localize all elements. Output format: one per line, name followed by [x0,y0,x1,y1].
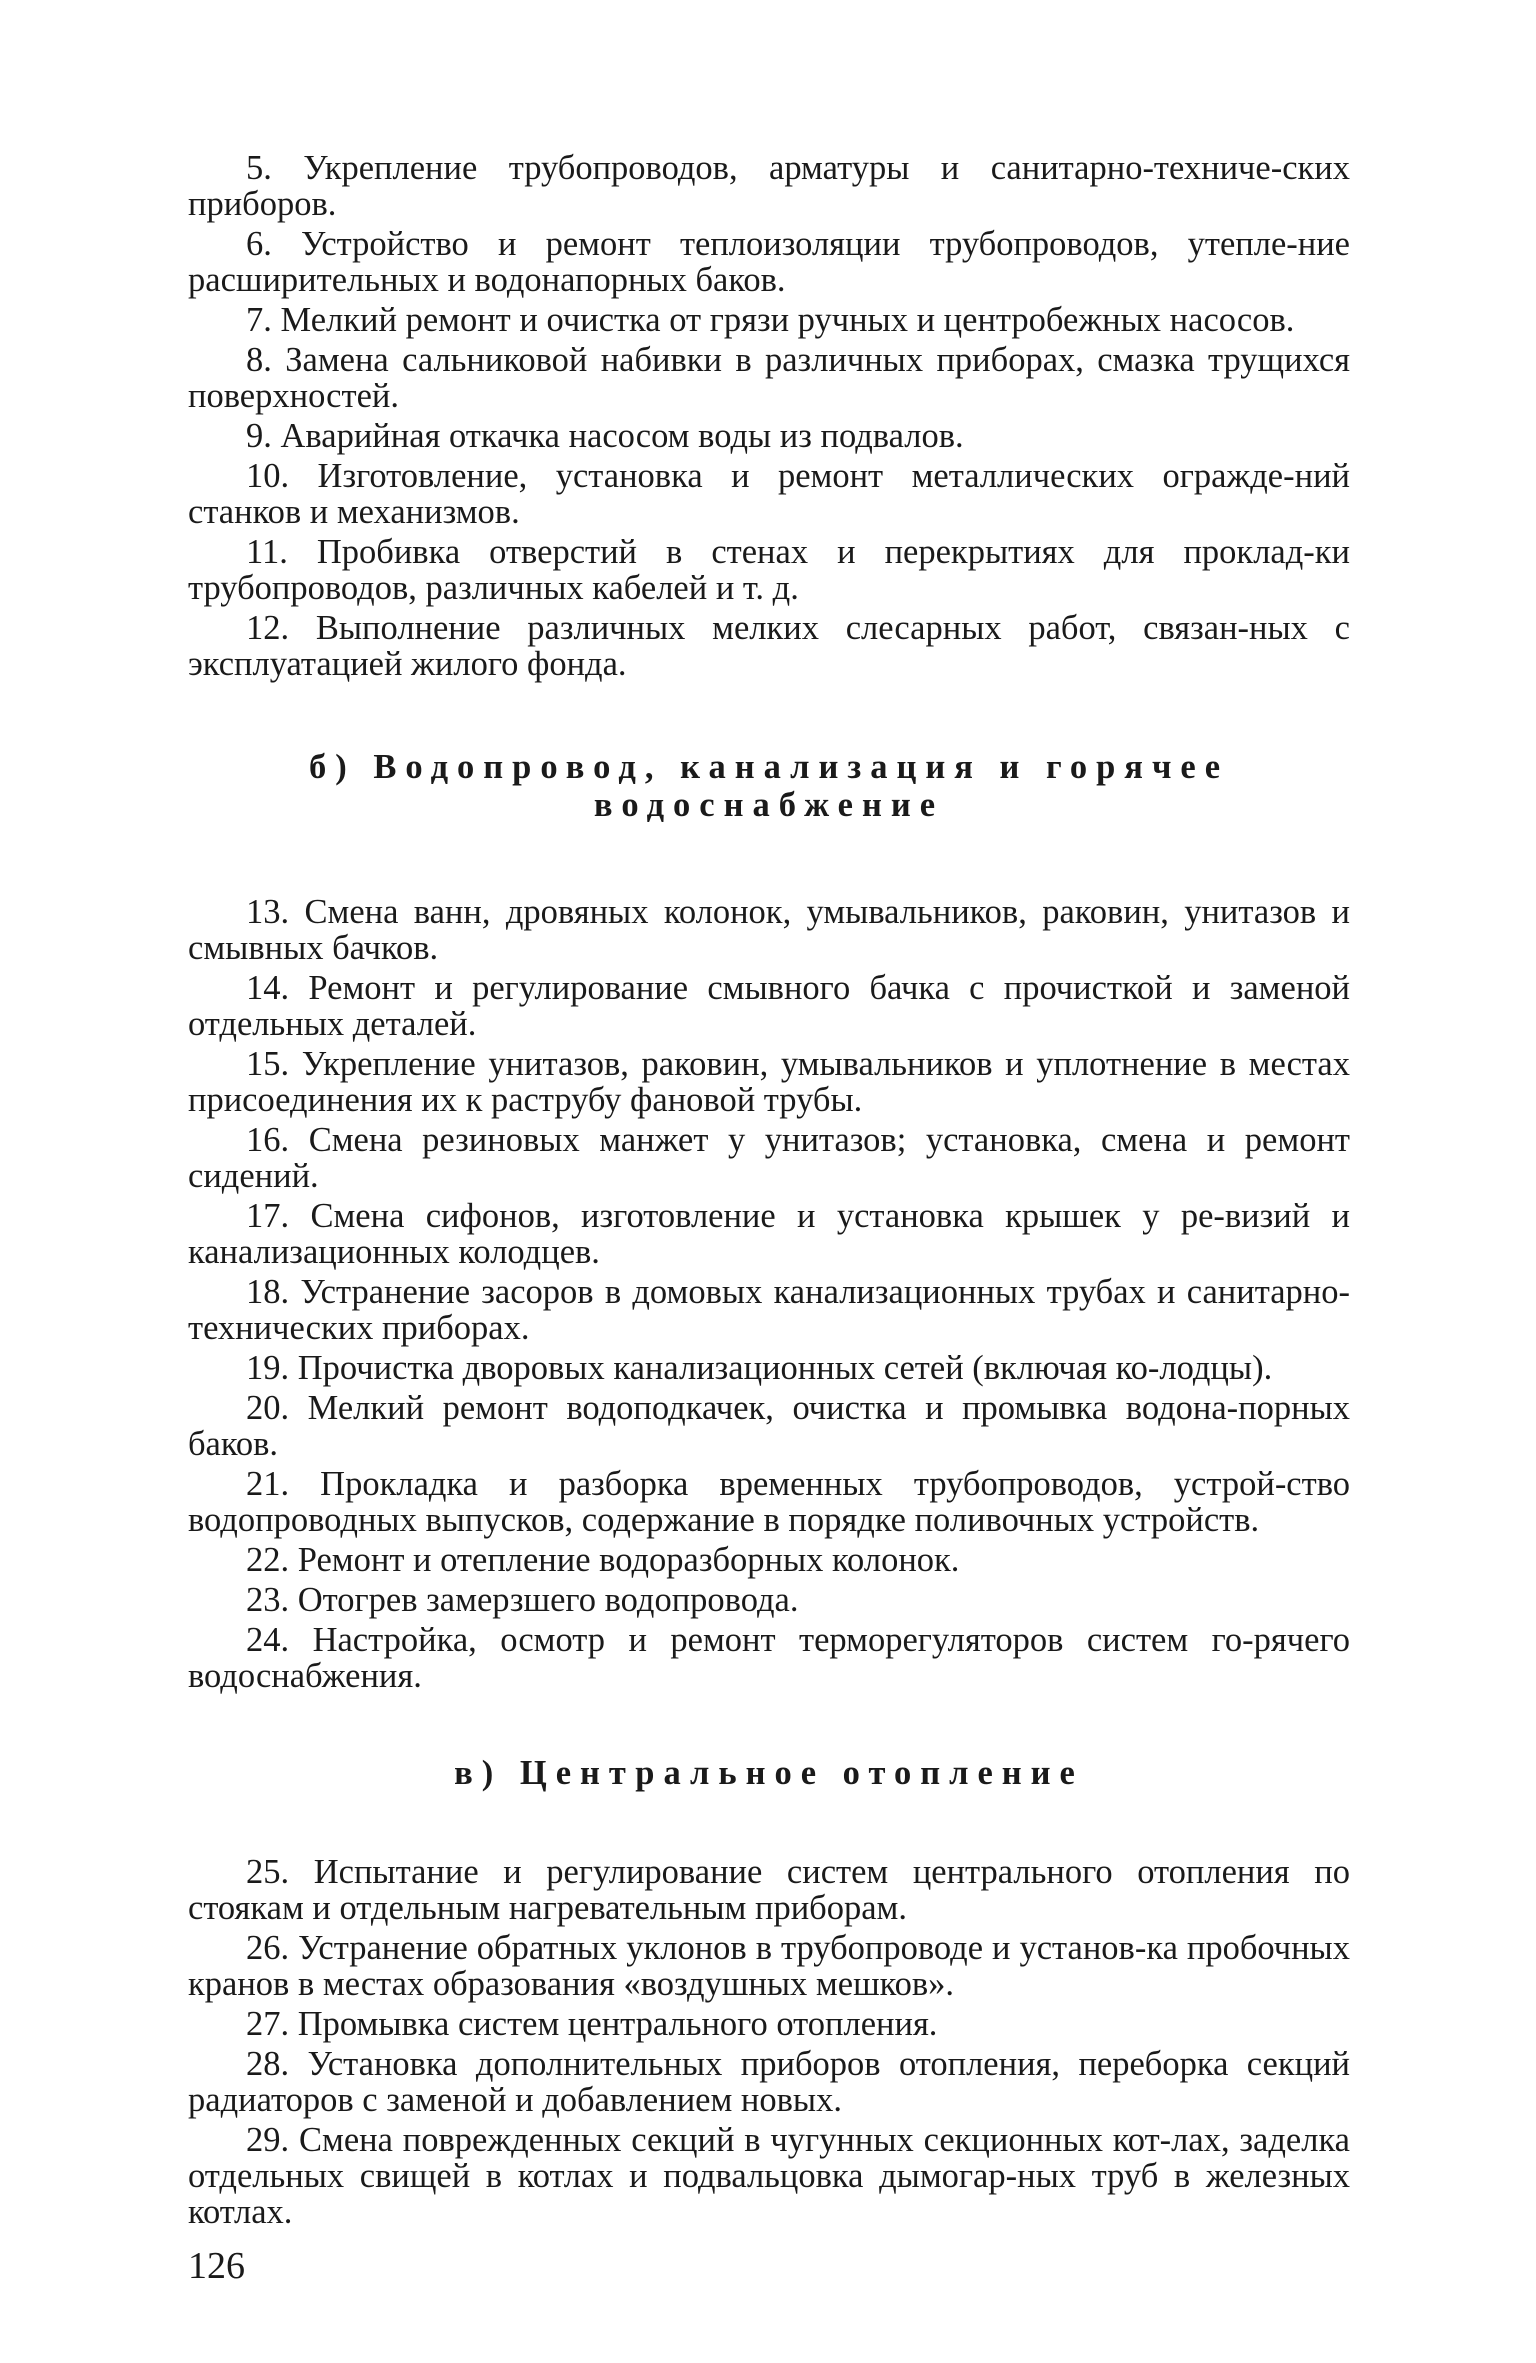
list-item: 6. Устройство и ремонт теплоизоляции трубопроводов, утепле-ние расширительных и водонапорных баков. [188,225,1350,299]
list-item: 8. Замена сальниковой набивки в различных приборах, смазка трущихся поверхностей. [188,341,1350,415]
page-number: 126 [188,2245,245,2287]
list-item: 14. Ремонт и регулирование смывного бачка с прочисткой и заменой отдельных деталей. [188,969,1350,1043]
list-item: 20. Мелкий ремонт водоподкачек, очистка и промывка водона-порных баков. [188,1389,1350,1463]
list-item: 17. Смена сифонов, изготовление и установка крышек у ре-визий и канализационных колодцев. [188,1197,1350,1271]
list-item: 26. Устранение обратных уклонов в трубопроводе и установ-ка пробочных кранов в местах образования «воздушных мешков». [188,1929,1350,2003]
list-item: 23. Отогрев замерзшего водопровода. [246,1581,799,1619]
list-item: 28. Установка дополнительных приборов отопления, переборка секций радиаторов с заменой и добавлением новых. [188,2045,1350,2119]
list-item: 25. Испытание и регулирование систем центрального отопления по стоякам и отдельным нагревательным приборам. [188,1853,1350,1927]
list-item: 9. Аварийная откачка насосом воды из подвалов. [246,417,964,455]
list-item: 21. Прокладка и разборка временных трубопроводов, устрой-ство водопроводных выпусков, содержание в порядке поливочных устройств. [188,1465,1350,1539]
list-item: 10. Изготовление, установка и ремонт металлических огражде-ний станков и механизмов. [188,457,1350,531]
list-item: 29. Смена поврежденных секций в чугунных секционных кот-лах, заделка отдельных свищей в котлах и подвальцовка дымогар-ных труб в железных котлах. [188,2121,1350,2231]
list-item: 5. Укрепление трубопроводов, арматуры и санитарно-техниче-ских приборов. [188,149,1350,223]
section-b-heading: б) Водопровод, канализация и горячее водоснабжение [308,748,1230,824]
section-v-heading: в) Центральное отопление [454,1754,1084,1792]
list-item: 11. Пробивка отверстий в стенах и перекрытиях для проклад-ки трубопроводов, различных кабелей и т. д. [188,533,1350,607]
document-page [188,150,1350,2286]
list-item: 19. Прочистка дворовых канализационных сетей (включая ко-лодцы). [246,1349,1273,1387]
list-item: 15. Укрепление унитазов, раковин, умывальников и уплотнение в местах присоединения их к раструбу фановой трубы. [188,1045,1350,1119]
list-item: 12. Выполнение различных мелких слесарных работ, связан-ных с эксплуатацией жилого фонда. [188,609,1350,683]
list-item: 7. Мелкий ремонт и очистка от грязи ручных и центробежных насосов. [246,301,1295,339]
list-item: 13. Смена ванн, дровяных колонок, умывальников, раковин, унитазов и смывных бачков. [188,893,1350,967]
list-item: 16. Смена резиновых манжет у унитазов; установка, смена и ремонт сидений. [188,1121,1350,1195]
section-b-list [188,894,1350,1694]
list-item: 22. Ремонт и отепление водоразборных колонок. [246,1541,960,1579]
section-v-list [188,1854,1350,2230]
list-item: 27. Промывка систем центрального отопления. [246,2005,938,2043]
list-item: 18. Устранение засоров в домовых канализационных трубах и санитарно-технических приборах. [188,1273,1350,1347]
section-a-list [188,150,1350,682]
list-item: 24. Настройка, осмотр и ремонт терморегуляторов систем го-рячего водоснабжения. [188,1621,1350,1695]
